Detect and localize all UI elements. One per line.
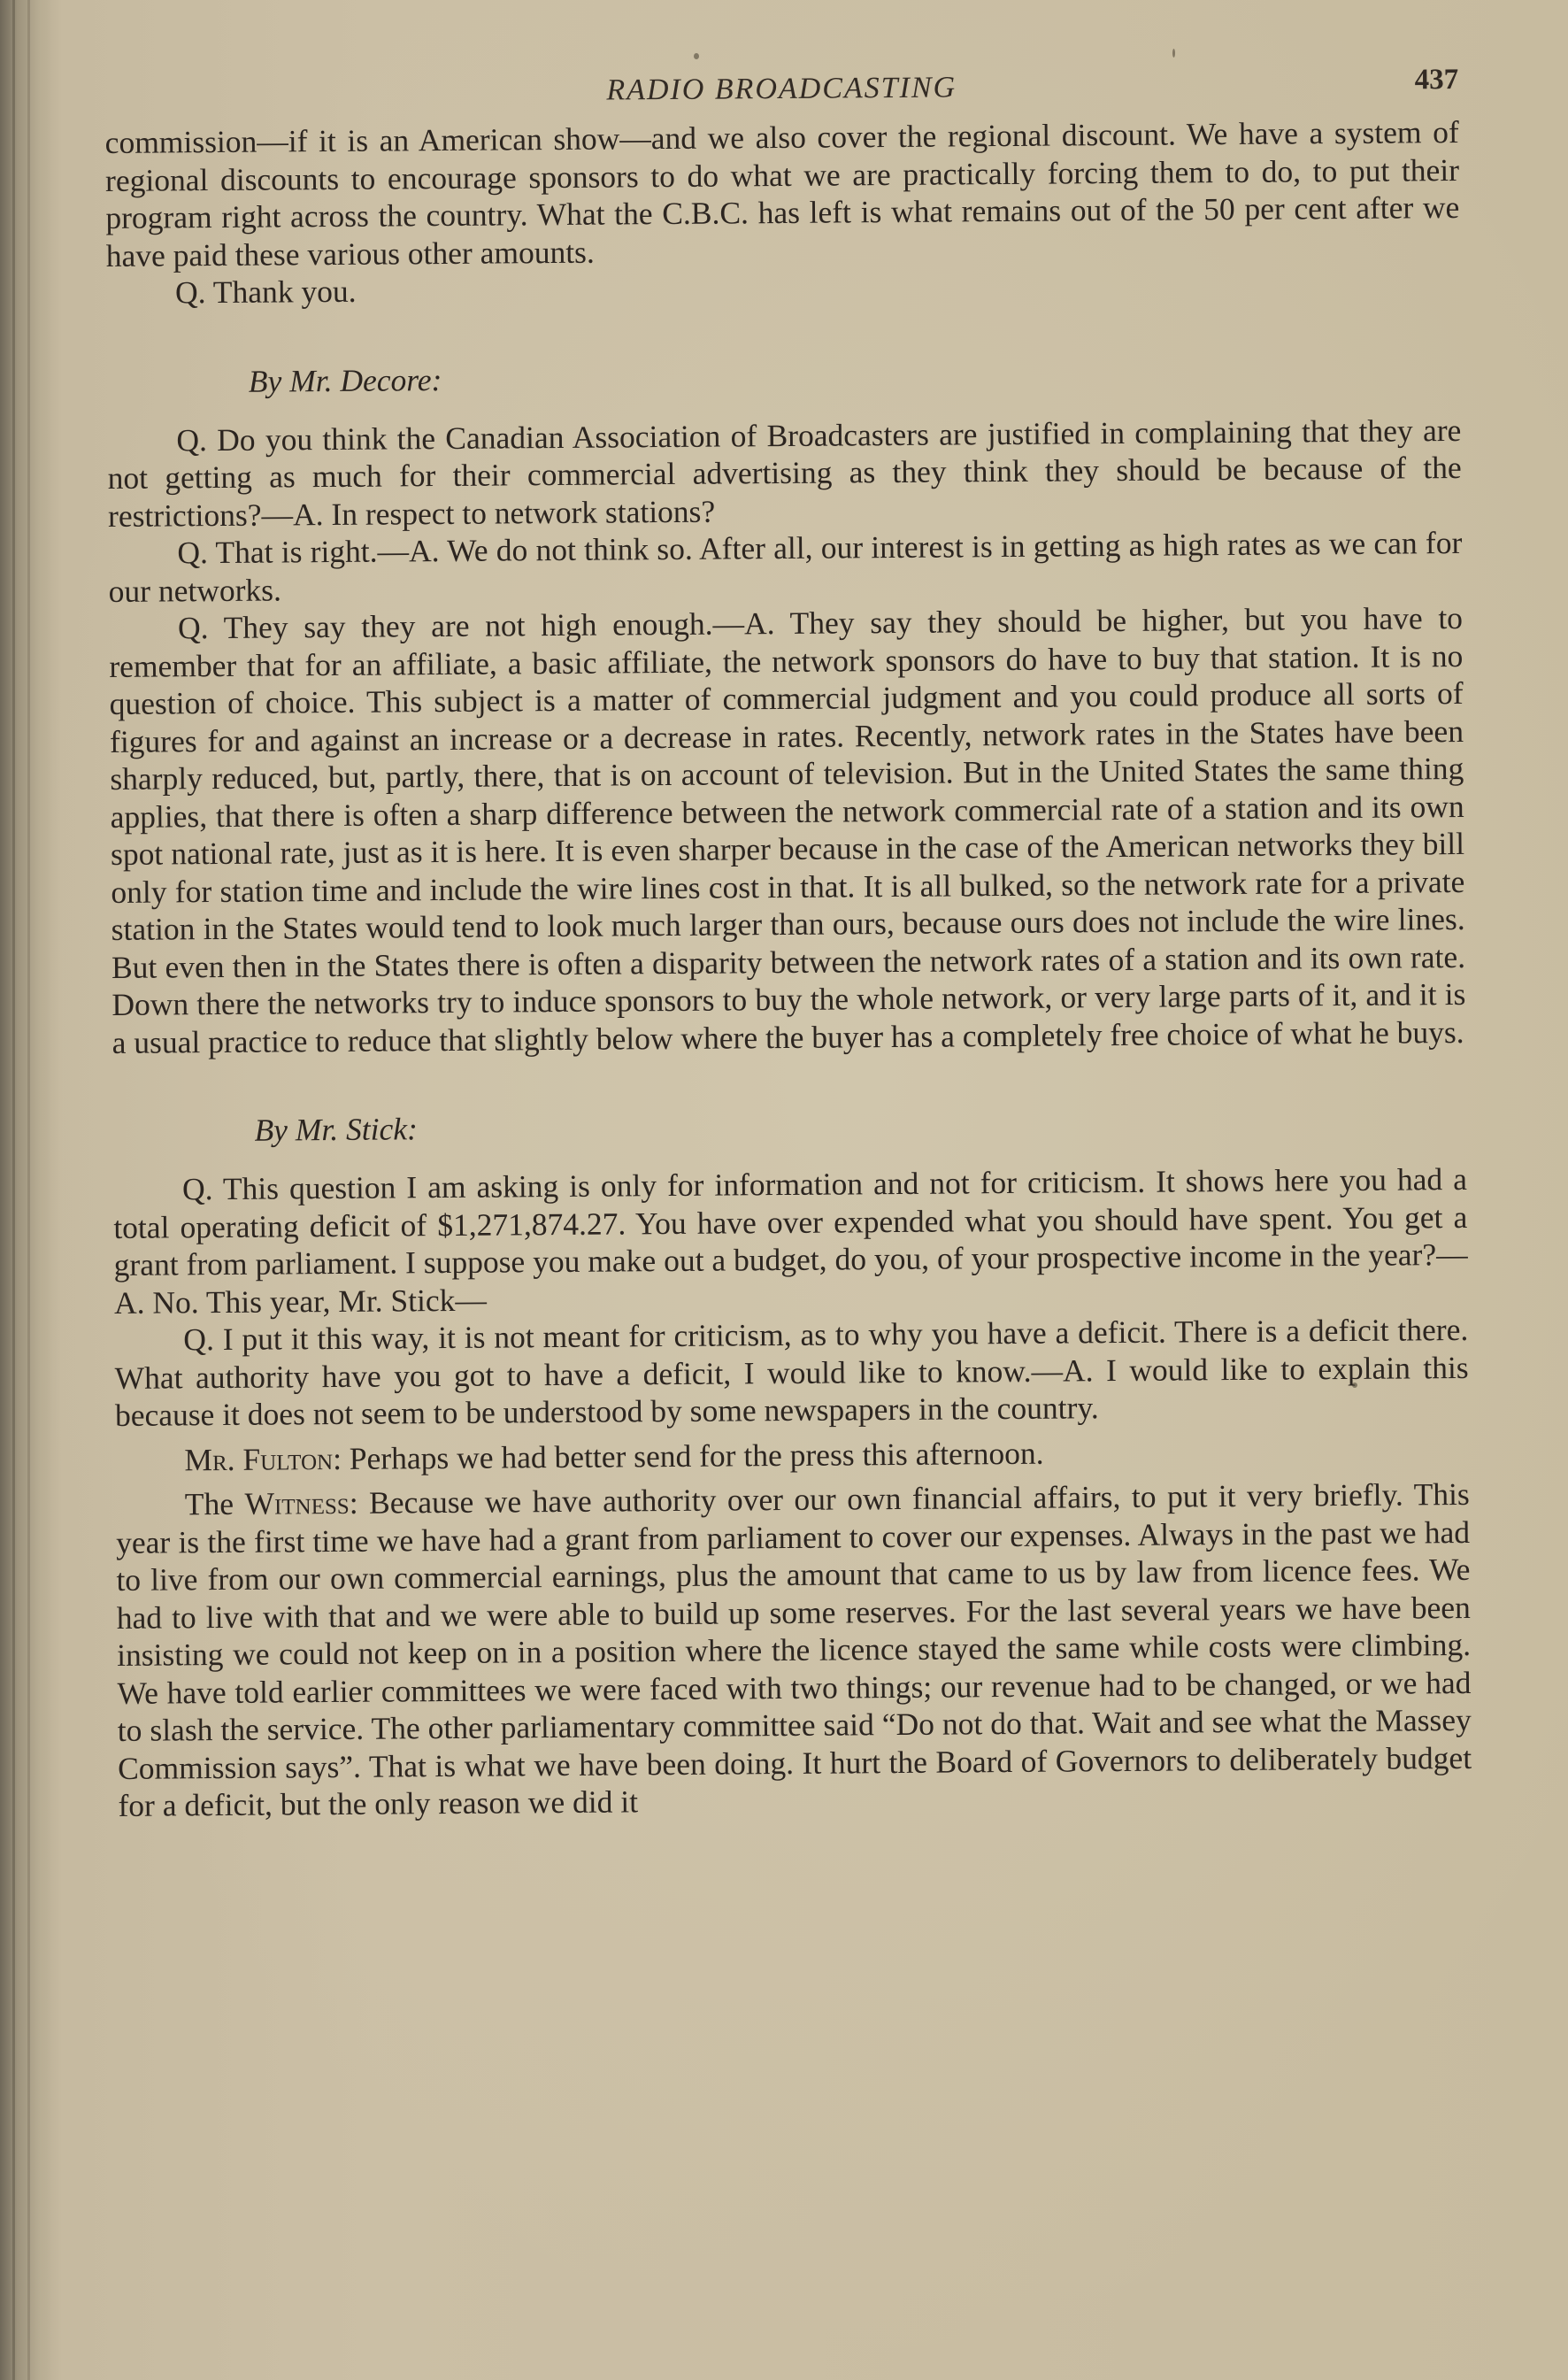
paragraph (116, 1475, 1472, 1825)
paragraph: Q. They say they are not high enough.—A. They say they should be higher, but you have to remember that for an affiliate, a basic affiliate, the network sponsors do have to buy that station. It is no question of choice. This subject is a matter of commercial judgment and you could produce all sorts of figures for and against an increase or a decrease in rates. Recently, network rates in the States have been sharply reduced, but, partly, there, that is on account of television. But in the United States the same thing applies, that there is often a sharp difference between the network commercial rate of a station and its own spot national rate, just as it is here. It is even sharper because in the case of the American networks they bill only for station time and include the wire lines cost in that. It is all bulked, so the network rate for a private station in the States would tend to look much larger than ours, because ours does not include the wire lines. But even then in the States there is often a disparity between the network rates of a station and its own rate. Down there the networks try to induce sponsors to buy the whole network, or very large parts of it, and it is a usual practice to reduce that slightly below where the buyer has a completely free choice of what he buys. (109, 599, 1466, 1060)
page-number: 437 (1414, 63, 1459, 96)
paragraph: Q. This question I am asking is only for information and not for criticism. It shows here you had a total operating deficit of $1,271,874.27. You have over expended what you should have spent. You get a grant from parliament. I suppose you make out a budget, do you, of your prospective income in the year?—A. No. This year, Mr. Stick— (113, 1160, 1468, 1321)
running-head: RADIO BROADCASTING (606, 71, 957, 107)
paragraph (115, 1430, 1469, 1479)
speaker-name: Witness (244, 1484, 350, 1521)
page-content (104, 51, 1472, 1824)
gutter-line (12, 0, 15, 2380)
speaker-heading: By Mr. Decore: (248, 361, 442, 399)
page-header (104, 51, 1459, 124)
paragraph: Q. I put it this way, it is not meant for criticism, as to why you have a deficit. There is a deficit there. What authority have you got to have a deficit, I would like to know.—A. I would like to explain this because it does not seem to be understood by some newspapers in the country. (114, 1311, 1469, 1433)
paragraph-text: : Because we have authority over our own financial affairs, to put it very briefly. This year is the first time we have had a grant from parliament to cover our expenses. Always in the past we had to live from our own commercial earnings, plus the amount that came to us by law from licence fees. We had to live with that and we were able to build up some reserves. For the last several years we have been insisting we could not keep on in a position where the licence stayed the same while costs were climbing. We have told earlier committees we were faced with two things; our revenue had to be changed, or we had to slash the service. The other parliamentary committee said “Do not do that. Wait and see what the Massey Commission says”. That is what we have been doing. It hurt the Board of Governors to deliberately budget for a deficit, but the only reason we did it (115, 1475, 1472, 1823)
speaker-name: Mr. Fulton (184, 1440, 334, 1477)
speaker-prefix: The (184, 1485, 245, 1522)
paragraph: Q. That is right.—A. We do not think so. After all, our interest is in getting as high rates as we can for our networks. (108, 524, 1463, 609)
speaker-heading: By Mr. Stick: (254, 1111, 418, 1148)
book-gutter (0, 0, 51, 2380)
paragraph: Q. Thank you. (174, 273, 357, 311)
body-text (105, 113, 1472, 1824)
gutter-line (27, 0, 30, 2380)
paragraph: commission—if it is an American show—and we also cover the regional discount. We have a system of regional discounts to encourage sponsors to do what we are practically forcing them to do, to put their program right across the country. What the C.B.C. has left is what remains out of the 50 per cent after we have paid these various other amounts. (104, 113, 1460, 273)
paragraph: Q. Do you think the Canadian Association of Broadcasters are justified in complaining that they are not getting as much for their commercial advertising as they think they should be because of the restrictions?—A. In respect to network stations? (107, 412, 1462, 534)
paragraph-text: : Perhaps we had better send for the press this afternoon. (332, 1435, 1044, 1476)
